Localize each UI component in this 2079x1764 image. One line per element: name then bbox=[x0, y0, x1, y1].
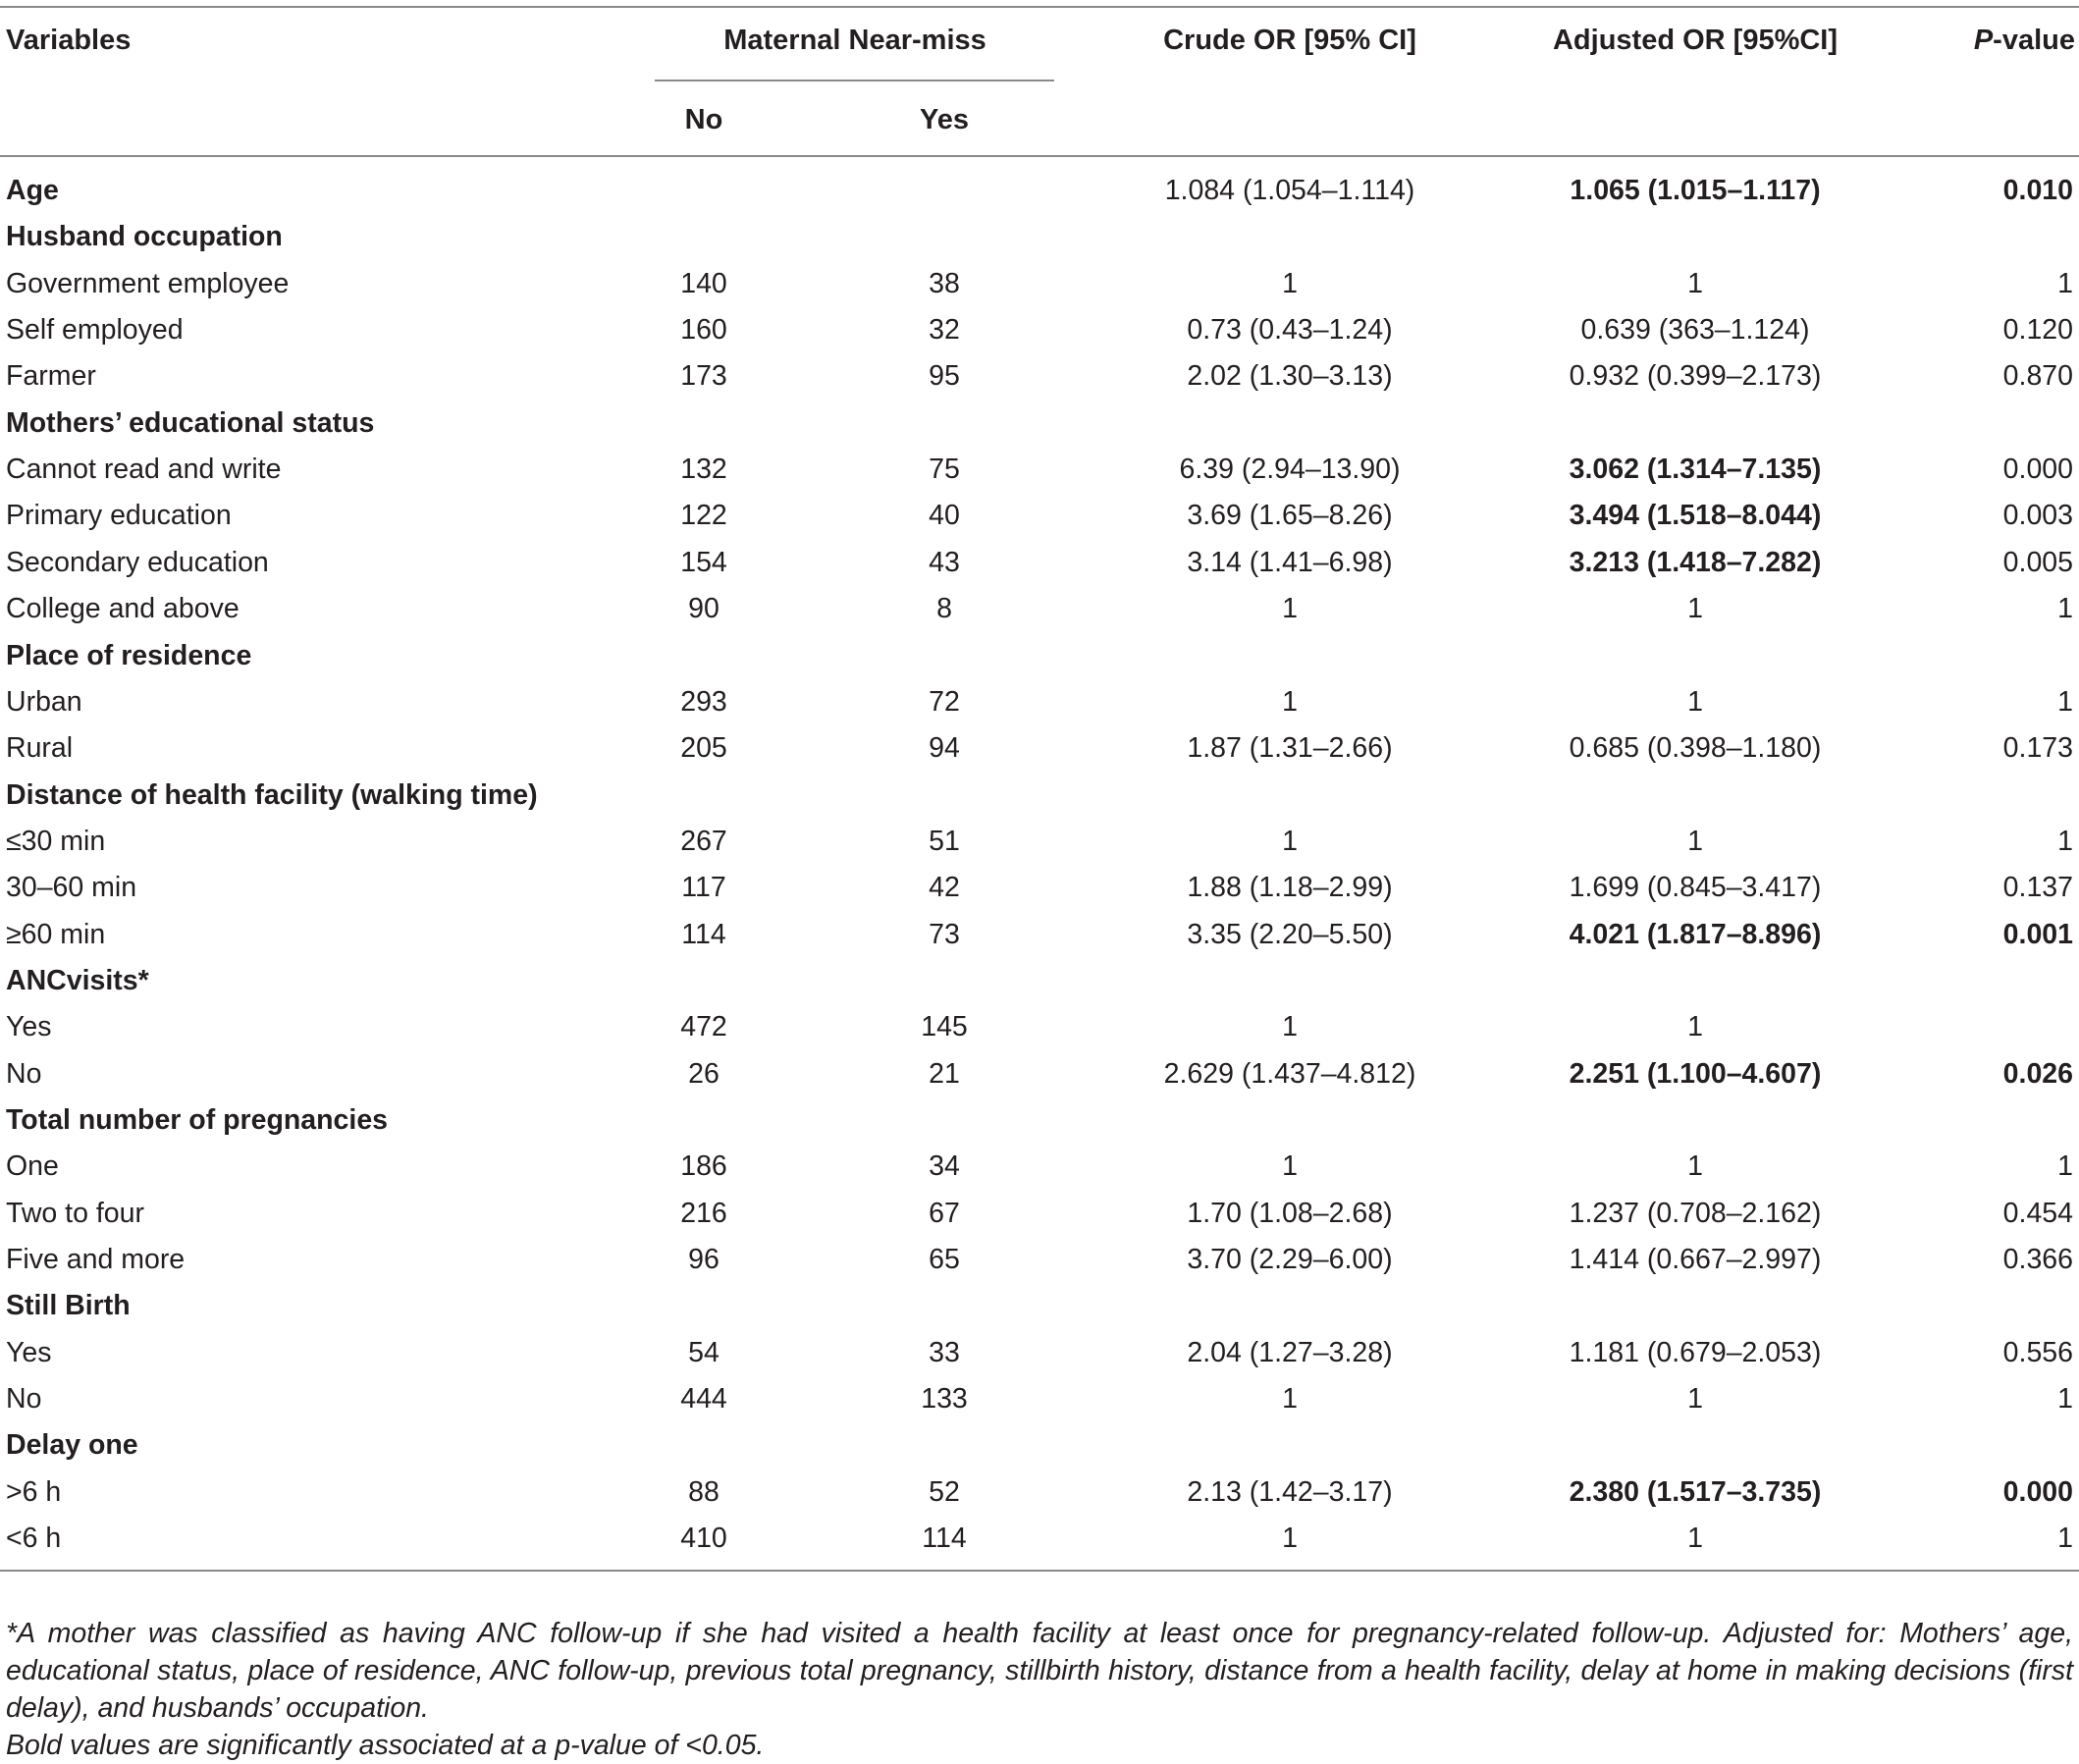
cell-p-value: 0.026 bbox=[2002, 1058, 2073, 1090]
cell-crude-or: 2.02 (1.30–3.13) bbox=[1187, 360, 1393, 392]
cell-p-value: 1 bbox=[2057, 1523, 2073, 1554]
cell-crude-or: 0.73 (0.43–1.24) bbox=[1187, 314, 1393, 346]
cell-adjusted-or: 3.494 (1.518–8.044) bbox=[1569, 500, 1822, 531]
cell-yes-count: 21 bbox=[929, 1058, 960, 1090]
cell-yes-count: 133 bbox=[921, 1383, 968, 1415]
cell-no-count: 88 bbox=[688, 1476, 720, 1508]
cell-yes-count: 42 bbox=[929, 872, 960, 903]
cell-crude-or: 2.13 (1.42–3.17) bbox=[1187, 1476, 1393, 1508]
header-adjusted-or: Adjusted OR [95%CI] bbox=[1552, 25, 1839, 56]
row-label: Five and more bbox=[6, 1244, 186, 1275]
row-label: Yes bbox=[6, 1011, 52, 1042]
row-section-heading: ANCvisits* bbox=[6, 965, 149, 996]
row-section-heading: Place of residence bbox=[6, 640, 252, 671]
row-label: Secondary education bbox=[6, 547, 269, 578]
cell-no-count: 54 bbox=[688, 1337, 720, 1368]
cell-p-value: 1 bbox=[2057, 1383, 2073, 1415]
cell-p-value: 0.005 bbox=[2002, 547, 2073, 578]
row-label: <6 h bbox=[6, 1523, 62, 1554]
cell-adjusted-or: 1 bbox=[1687, 1523, 1703, 1554]
cell-p-value: 0.173 bbox=[2002, 732, 2073, 764]
cell-no-count: 410 bbox=[680, 1523, 727, 1554]
header-variables: Variables bbox=[6, 25, 132, 56]
cell-crude-or: 3.35 (2.20–5.50) bbox=[1187, 919, 1393, 950]
cell-p-value: 1 bbox=[2057, 268, 2073, 299]
header-no: No bbox=[684, 104, 723, 135]
row-label: College and above bbox=[6, 593, 240, 624]
cell-adjusted-or: 1 bbox=[1687, 686, 1703, 718]
cell-p-value: 0.556 bbox=[2002, 1337, 2073, 1368]
row-label: 30–60 min bbox=[6, 872, 137, 903]
cell-no-count: 216 bbox=[680, 1198, 727, 1229]
cell-yes-count: 72 bbox=[929, 686, 960, 718]
cell-p-value: 1 bbox=[2057, 1150, 2073, 1182]
cell-no-count: 154 bbox=[680, 547, 727, 578]
row-label: Yes bbox=[6, 1337, 52, 1368]
row-section-heading: Distance of health facility (walking time) bbox=[6, 779, 538, 811]
header-maternal-near-miss: Maternal Near-miss bbox=[723, 25, 986, 56]
cell-adjusted-or: 1 bbox=[1687, 826, 1703, 857]
cell-crude-or: 1 bbox=[1282, 1150, 1298, 1182]
header-p-rest: -value bbox=[1993, 25, 2075, 56]
cell-adjusted-or: 0.685 (0.398–1.180) bbox=[1569, 732, 1822, 764]
cell-yes-count: 33 bbox=[929, 1337, 960, 1368]
cell-no-count: 90 bbox=[688, 593, 720, 624]
cell-adjusted-or: 1.414 (0.667–2.997) bbox=[1569, 1244, 1822, 1275]
row-label: One bbox=[6, 1150, 59, 1182]
cell-adjusted-or: 4.021 (1.817–8.896) bbox=[1569, 919, 1822, 950]
row-label: ≥60 min bbox=[6, 919, 106, 950]
cell-crude-or: 3.69 (1.65–8.26) bbox=[1187, 500, 1393, 531]
cell-p-value: 0.000 bbox=[2002, 1476, 2073, 1508]
row-section-heading: Mothers’ educational status bbox=[6, 407, 375, 439]
top-rule bbox=[0, 6, 2079, 8]
cell-crude-or: 1.87 (1.31–2.66) bbox=[1187, 732, 1393, 764]
row-label: Government employee bbox=[6, 268, 290, 299]
cell-adjusted-or: 2.380 (1.517–3.735) bbox=[1569, 1476, 1822, 1508]
cell-p-value: 0.001 bbox=[2002, 919, 2073, 950]
row-label: Urban bbox=[6, 686, 82, 718]
cell-adjusted-or: 3.213 (1.418–7.282) bbox=[1569, 547, 1822, 578]
cell-adjusted-or: 1.065 (1.015–1.117) bbox=[1570, 175, 1821, 206]
cell-adjusted-or: 1 bbox=[1687, 1150, 1703, 1182]
cell-yes-count: 75 bbox=[929, 454, 960, 485]
cell-adjusted-or: 1.181 (0.679–2.053) bbox=[1569, 1337, 1822, 1368]
cell-p-value: 0.010 bbox=[2002, 175, 2073, 206]
footnote-bold-note: Bold values are significantly associated at a p-value of <0.05. bbox=[6, 1730, 765, 1761]
cell-adjusted-or: 0.932 (0.399–2.173) bbox=[1569, 360, 1822, 392]
cell-crude-or: 1 bbox=[1282, 826, 1298, 857]
cell-p-value: 1 bbox=[2057, 826, 2073, 857]
cell-adjusted-or: 3.062 (1.314–7.135) bbox=[1569, 454, 1822, 485]
cell-adjusted-or: 2.251 (1.100–4.607) bbox=[1569, 1058, 1822, 1090]
cell-yes-count: 67 bbox=[929, 1198, 960, 1229]
cell-p-value: 1 bbox=[2057, 686, 2073, 718]
cell-adjusted-or: 1 bbox=[1687, 1011, 1703, 1042]
cell-no-count: 117 bbox=[681, 872, 726, 903]
row-label: No bbox=[6, 1058, 42, 1090]
cell-yes-count: 8 bbox=[936, 593, 952, 624]
cell-p-value: 0.137 bbox=[2002, 872, 2073, 903]
cell-no-count: 186 bbox=[680, 1150, 727, 1182]
cell-yes-count: 114 bbox=[922, 1523, 967, 1554]
cell-crude-or: 1 bbox=[1282, 1383, 1298, 1415]
cell-no-count: 293 bbox=[680, 686, 727, 718]
cell-yes-count: 38 bbox=[929, 268, 960, 299]
cell-yes-count: 95 bbox=[929, 360, 960, 392]
cell-no-count: 132 bbox=[680, 454, 727, 485]
cell-yes-count: 51 bbox=[929, 826, 960, 857]
cell-adjusted-or: 0.639 (363–1.124) bbox=[1580, 314, 1810, 346]
row-label: No bbox=[6, 1383, 42, 1415]
cell-no-count: 173 bbox=[680, 360, 727, 392]
cell-yes-count: 32 bbox=[929, 314, 960, 346]
cell-crude-or: 1 bbox=[1282, 1011, 1298, 1042]
cell-adjusted-or: 1 bbox=[1687, 268, 1703, 299]
cell-no-count: 114 bbox=[681, 919, 726, 950]
row-label: >6 h bbox=[6, 1476, 62, 1508]
row-label: Primary education bbox=[6, 500, 232, 531]
cell-no-count: 472 bbox=[680, 1011, 727, 1042]
cell-p-value: 0.003 bbox=[2002, 500, 2073, 531]
cell-yes-count: 34 bbox=[929, 1150, 960, 1182]
row-section-heading: Husband occupation bbox=[6, 221, 283, 252]
cell-adjusted-or: 1.699 (0.845–3.417) bbox=[1569, 872, 1822, 903]
cell-no-count: 205 bbox=[680, 732, 727, 764]
header-rule bbox=[0, 155, 2079, 157]
cell-crude-or: 2.04 (1.27–3.28) bbox=[1187, 1337, 1393, 1368]
row-label: Farmer bbox=[6, 360, 96, 392]
row-label: Two to four bbox=[6, 1198, 144, 1229]
cell-no-count: 26 bbox=[688, 1058, 720, 1090]
cell-crude-or: 1 bbox=[1282, 268, 1298, 299]
cell-no-count: 140 bbox=[680, 268, 727, 299]
cell-crude-or: 3.70 (2.29–6.00) bbox=[1187, 1244, 1393, 1275]
cell-adjusted-or: 1 bbox=[1687, 593, 1703, 624]
cell-yes-count: 40 bbox=[929, 500, 960, 531]
group-underline bbox=[655, 80, 1054, 81]
row-section-heading: Delay one bbox=[6, 1429, 138, 1461]
cell-p-value: 0.120 bbox=[2002, 314, 2073, 346]
cell-no-count: 96 bbox=[688, 1244, 720, 1275]
cell-yes-count: 65 bbox=[929, 1244, 960, 1275]
cell-crude-or: 3.14 (1.41–6.98) bbox=[1187, 547, 1393, 578]
row-section-heading: Age bbox=[6, 175, 59, 206]
header-p-italic: P bbox=[1973, 25, 1994, 56]
header-yes: Yes bbox=[920, 104, 969, 135]
row-section-heading: Total number of pregnancies bbox=[6, 1104, 389, 1136]
cell-p-value: 0.454 bbox=[2002, 1198, 2073, 1229]
cell-no-count: 160 bbox=[680, 314, 727, 346]
cell-yes-count: 145 bbox=[921, 1011, 968, 1042]
cell-no-count: 122 bbox=[680, 500, 727, 531]
cell-yes-count: 73 bbox=[929, 919, 960, 950]
cell-yes-count: 94 bbox=[929, 732, 960, 764]
footnote-adjustment: *A mother was classified as having ANC follow-up if she had visited a health facility at least once for pregnancy-related follow-up. Adjusted for: Mothers’ age, educational status, place of residence, ANC follow-up, previous total pregnancy, stillbirth history, distance from a health facility, delay at home in making decisions (first delay), and husbands’ occupation. bbox=[6, 1618, 2073, 1724]
cell-yes-count: 43 bbox=[929, 547, 960, 578]
cell-p-value: 0.000 bbox=[2002, 454, 2073, 485]
cell-crude-or: 1 bbox=[1282, 1523, 1298, 1554]
cell-crude-or: 1.88 (1.18–2.99) bbox=[1187, 872, 1393, 903]
row-label: Rural bbox=[6, 732, 74, 764]
bottom-rule bbox=[0, 1570, 2079, 1572]
cell-no-count: 267 bbox=[680, 826, 727, 857]
cell-adjusted-or: 1.237 (0.708–2.162) bbox=[1569, 1198, 1822, 1229]
header-p-value bbox=[1974, 21, 2075, 60]
cell-no-count: 444 bbox=[680, 1383, 727, 1415]
row-label: Cannot read and write bbox=[6, 454, 282, 485]
cell-crude-or: 6.39 (2.94–13.90) bbox=[1179, 454, 1401, 485]
cell-crude-or: 1 bbox=[1282, 686, 1298, 718]
cell-yes-count: 52 bbox=[929, 1476, 960, 1508]
cell-p-value: 1 bbox=[2057, 593, 2073, 624]
row-label: ≤30 min bbox=[6, 826, 106, 857]
header-crude-or: Crude OR [95% CI] bbox=[1163, 25, 1416, 56]
row-section-heading: Still Birth bbox=[6, 1290, 131, 1321]
row-label: Self employed bbox=[6, 314, 184, 346]
cell-crude-or: 1.70 (1.08–2.68) bbox=[1187, 1198, 1393, 1229]
cell-adjusted-or: 1 bbox=[1687, 1383, 1703, 1415]
cell-p-value: 0.366 bbox=[2002, 1244, 2073, 1275]
cell-crude-or: 2.629 (1.437–4.812) bbox=[1163, 1058, 1416, 1090]
cell-crude-or: 1.084 (1.054–1.114) bbox=[1164, 175, 1415, 206]
table-footnote bbox=[6, 1615, 2073, 1764]
cell-p-value: 0.870 bbox=[2002, 360, 2073, 392]
cell-crude-or: 1 bbox=[1282, 593, 1298, 624]
